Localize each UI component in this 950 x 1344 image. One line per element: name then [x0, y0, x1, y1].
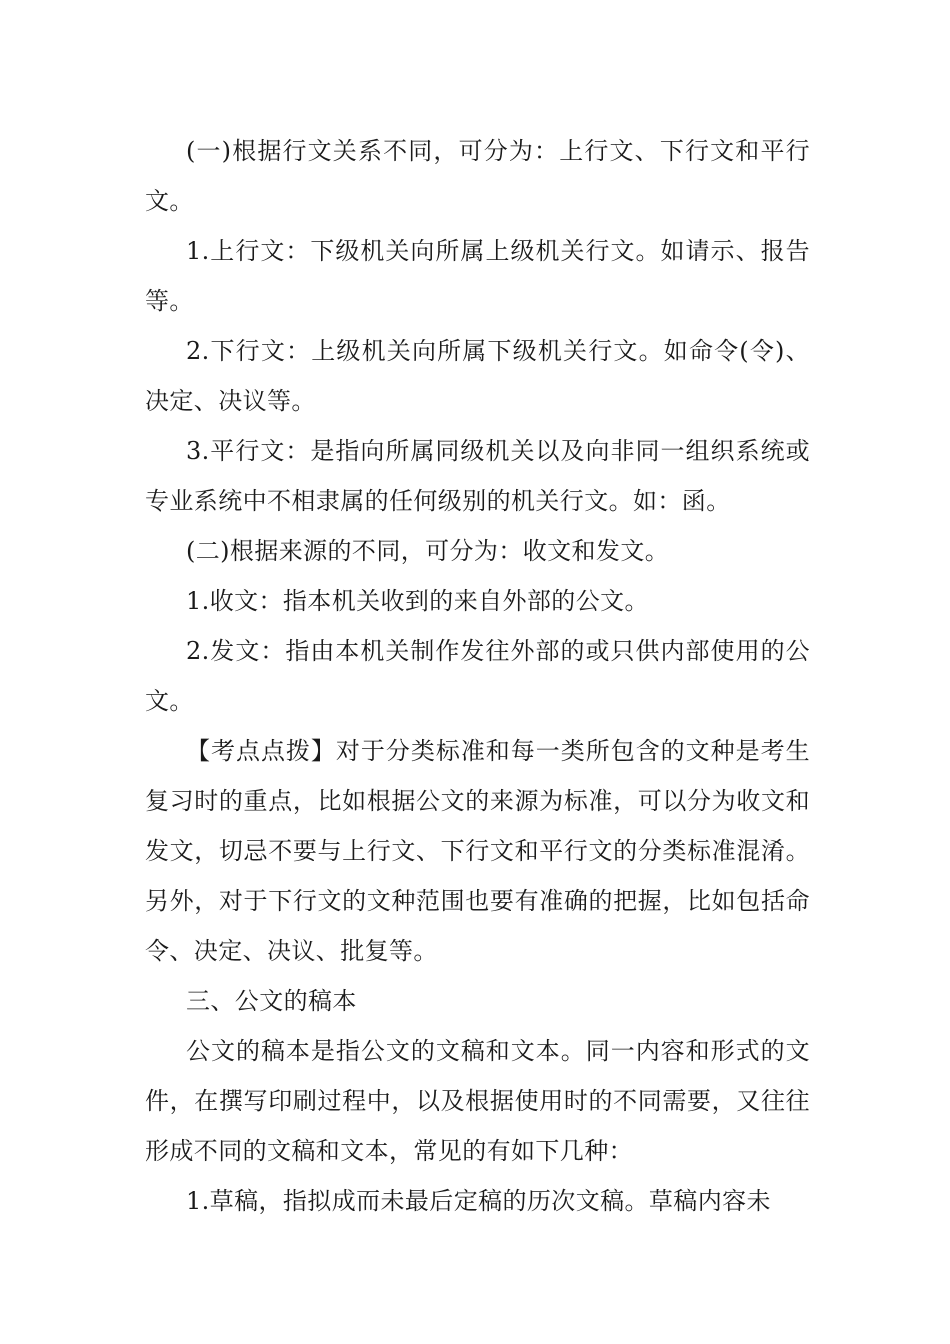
- paragraph-classification-by-relation: (一)根据行文关系不同，可分为：上行文、下行文和平行文。: [145, 137, 810, 215]
- paragraph-incoming-document: 1.收文：指本机关收到的来自外部的公文。: [186, 587, 649, 615]
- paragraph-upward-document: 1.上行文：下级机关向所属上级机关行文。如请示、报告等。: [145, 237, 810, 315]
- paragraph-classification-by-source: (二)根据来源的不同，可分为：收文和发文。: [186, 537, 670, 565]
- paragraph-exam-tips: 【考点点拨】对于分类标准和每一类所包含的文种是考生复习时的重点，比如根据公文的来源为标准，可以分为收文和发文，切忌不要与上行文、下行文和平行文的分类标准混淆。另外，对于下行文的文种范围也要有准确的把握，比如包括命令、决定、决议、批复等。: [145, 737, 810, 965]
- document-body: [145, 126, 810, 1226]
- paragraph-outgoing-document: 2.发文：指由本机关制作发往外部的或只供内部使用的公文。: [145, 637, 810, 715]
- paragraph-rough-draft: 1.草稿，指拟成而未最后定稿的历次文稿。草稿内容未: [186, 1187, 771, 1215]
- paragraph-drafts-definition: 公文的稿本是指公文的文稿和文本。同一内容和形式的文件，在撰写印刷过程中，以及根据使用时的不同需要，又往往形成不同的文稿和文本，常见的有如下几种：: [145, 1037, 810, 1165]
- paragraph-downward-document: 2.下行文：上级机关向所属下级机关行文。如命令(令)、决定、决议等。: [145, 337, 810, 415]
- section-heading-drafts: 三、公文的稿本: [186, 987, 357, 1015]
- paragraph-parallel-document: 3.平行文：是指向所属同级机关以及向非同一组织系统或专业系统中不相隶属的任何级别的机关行文。如：函。: [145, 437, 810, 515]
